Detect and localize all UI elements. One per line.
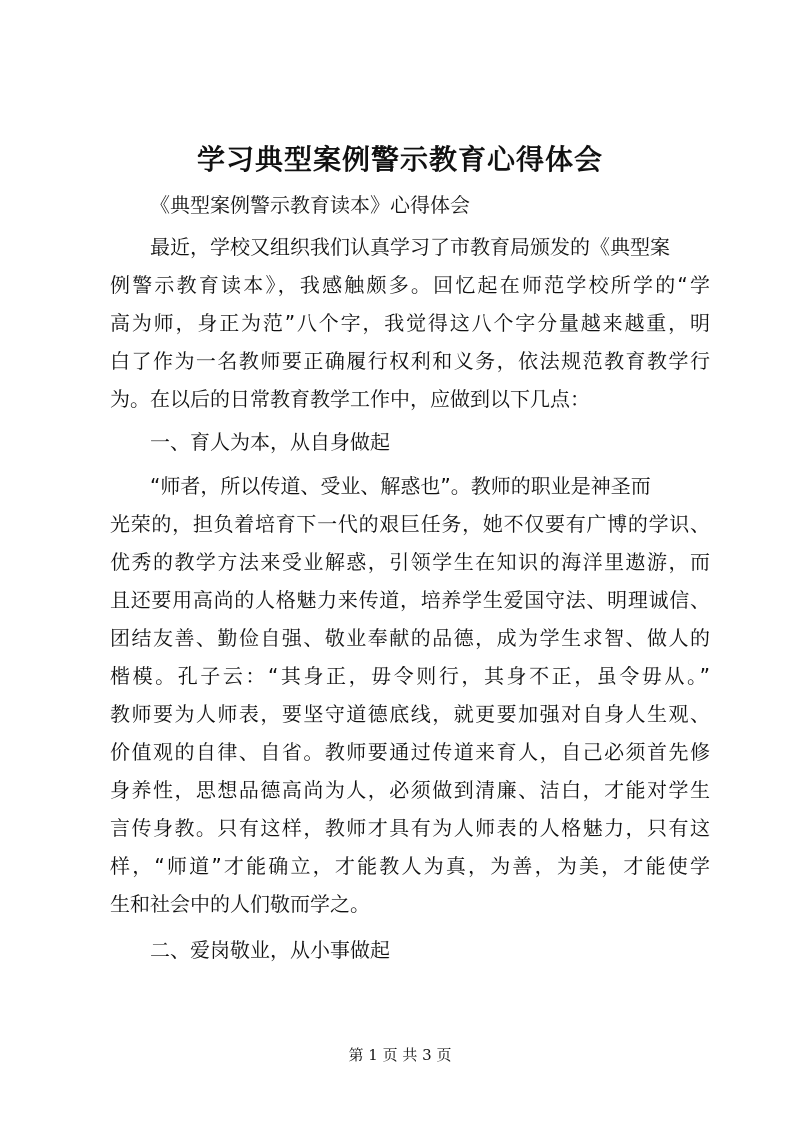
paragraph-line: 样，“师道”才能确立，才能教人为真，为善，为美，才能使学 [110, 854, 710, 878]
section-heading: 二、爱岗敬业，从小事做起 [150, 938, 390, 962]
paragraph-line: 最近，学校又组织我们认真学习了市教育局颁发的《典型案 [150, 235, 670, 259]
paragraph-line: 教师要为人师表，要坚守道德底线，就更要加强对自身人生观、 [110, 702, 710, 726]
paragraph-line: 楷模。孔子云：“其身正，毋令则行，其身不正，虽令毋从。” [110, 664, 710, 688]
paragraph-line: 团结友善、勤俭自强、敬业奉献的品德，成为学生求智、做人的 [110, 626, 710, 650]
paragraph-line: “师者，所以传道、受业、解惑也”。教师的职业是神圣而 [150, 474, 651, 498]
page-number: 第 1 页 共 3 页 [348, 1046, 452, 1064]
paragraph-line: 身养性，思想品德高尚为人，必须做到清廉、洁白，才能对学生 [110, 778, 710, 802]
paragraph-line: 优秀的教学方法来受业解惑，引领学生在知识的海洋里遨游，而 [110, 550, 710, 574]
document-title: 学习典型案例警示教育心得体会 [196, 143, 603, 176]
section-heading: 一、育人为本，从自身做起 [150, 430, 390, 454]
paragraph-line: 高为师，身正为范”八个字，我觉得这八个字分量越来越重，明 [110, 311, 710, 335]
paragraph-line: 光荣的，担负着培育下一代的艰巨任务，她不仅要有广博的学识、 [110, 512, 710, 536]
paragraph-line: 且还要用高尚的人格魅力来传道，培养学生爱国守法、明理诚信、 [110, 588, 710, 612]
paragraph-line: 为。在以后的日常教育教学工作中，应做到以下几点： [110, 387, 590, 411]
document-subtitle: 《典型案例警示教育读本》心得体会 [150, 193, 470, 217]
paragraph-line: 生和社会中的人们敬而学之。 [110, 892, 370, 916]
paragraph-line: 价值观的自律、自省。教师要通过传道来育人，自己必须首先修 [110, 740, 710, 764]
paragraph-line: 白了作为一名教师要正确履行权利和义务，依法规范教育教学行 [110, 349, 710, 373]
paragraph-line: 言传身教。只有这样，教师才具有为人师表的人格魅力，只有这 [110, 816, 710, 840]
paragraph-line: 例警示教育读本》，我感触颇多。回忆起在师范学校所学的“学 [110, 273, 710, 297]
